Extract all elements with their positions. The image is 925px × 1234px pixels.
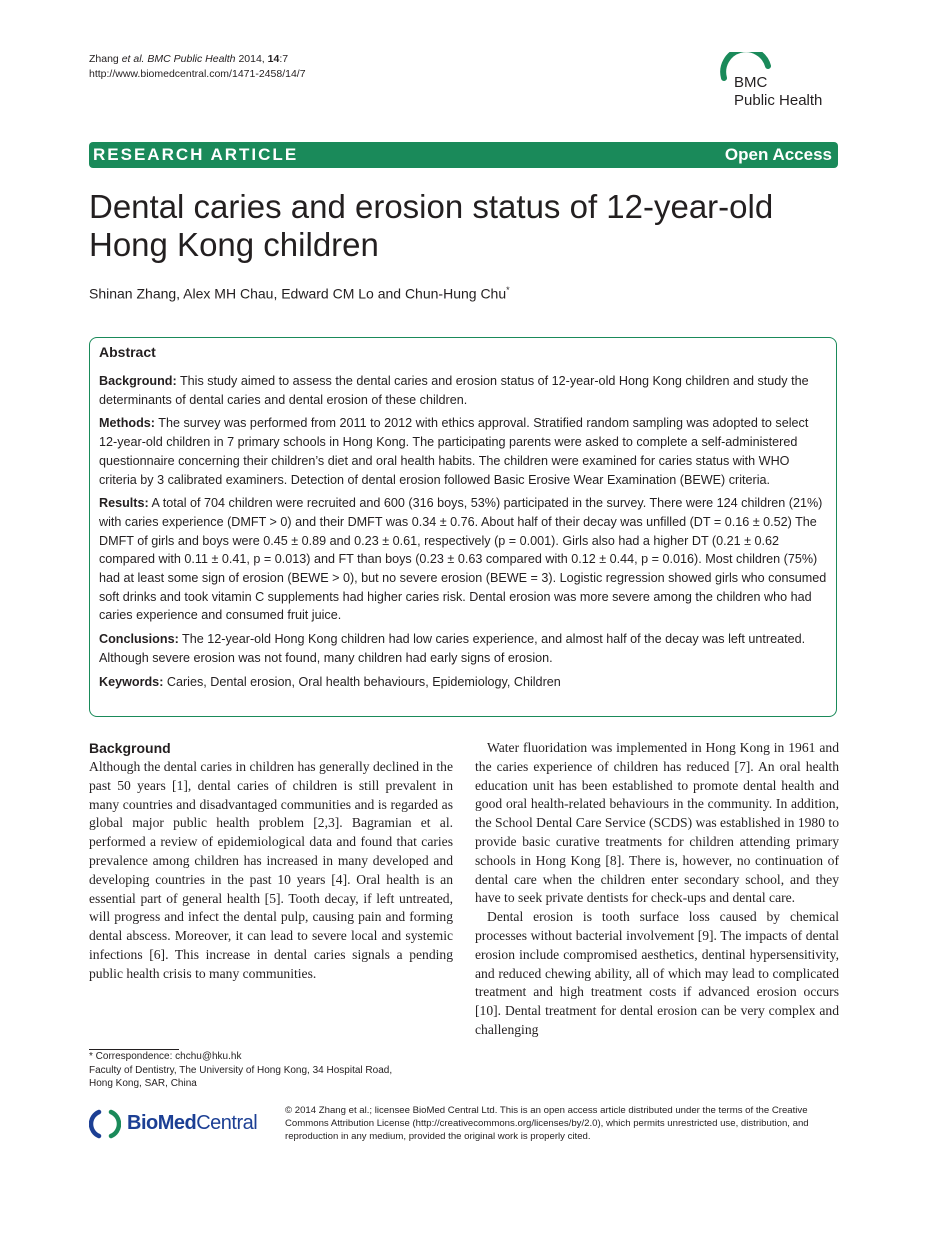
abstract-conclusions	[99, 630, 827, 667]
license-statement: © 2014 Zhang et al.; licensee BioMed Central Ltd. This is an open access article distributed under the terms of the Creative Commons Attribution License (http://creativecommons.org/licenses/by/2.0), which permits unrestricted use, distribution, and reproduction in any medium, provided the original work is properly cited.	[285, 1105, 809, 1142]
footnote	[89, 1050, 429, 1091]
journal-logo-line1: BMC	[734, 74, 768, 91]
citation-header	[89, 52, 306, 82]
biomed-central-logo	[89, 1106, 269, 1142]
biomed-wordmark-regular: Central	[196, 1112, 258, 1134]
affiliation-line: Hong Kong, SAR, China	[89, 1078, 197, 1089]
abstract-methods-label: Methods:	[99, 416, 155, 431]
affiliation-line: Faculty of Dentistry, The University of Hong Kong, 34 Hospital Road,	[89, 1064, 393, 1076]
article-url-link[interactable]: http://www.biomedcentral.com/1471-2458/14/7	[89, 68, 306, 80]
abstract-conclusions-label: Conclusions:	[99, 632, 179, 647]
abstract-results	[99, 494, 827, 625]
journal-logo-line2: Public Health	[734, 92, 823, 109]
abstract-background-label: Background:	[99, 374, 177, 388]
citation-et-al: et al.	[121, 53, 145, 65]
body-paragraph: Water fluoridation was implemented in Hong Kong in 1961 and the caries experience of children has reduced [7]. An oral health education unit has been established to promote dental health and good oral health-related behaviours in the community. In addition, the School Dental Care Service (SCDS) was established in 1980 to provide basic curative treatments for children attending primary schools in Hong Kong [8]. There is, however, no continuation of dental care when the children enter secondary school, and they have to seek private dentists for check-ups and dental care.	[475, 740, 839, 906]
citation-year: 2014,	[238, 53, 265, 65]
author-names: Shinan Zhang, Alex MH Chau, Edward CM Lo and Chun-Hung Chu	[89, 285, 507, 302]
abstract-methods-text: The survey was performed from 2011 to 2012 with ethics approval. Stratified random sampling was adopted to select 12-year-old children in 7 primary schools in Hong Kong. The participating parents were asked to complete a self-administered questionnaire concerning their children’s diet and oral health habits. The children were examined for caries status with WHO criteria by 3 calibrated examiners. Detection of dental erosion followed Basic Erosive Wear Examination (BEWE) criteria.	[99, 416, 809, 487]
abstract-background	[99, 372, 827, 409]
article-title: Dental caries and erosion status of 12-year-old Hong Kong children	[89, 188, 774, 263]
citation-line	[89, 52, 306, 67]
citation-authors: Zhang	[89, 53, 119, 65]
correspondence-email: * Correspondence: chchu@hku.hk	[89, 1051, 242, 1062]
article-type-banner	[89, 142, 838, 168]
author-list	[89, 285, 510, 302]
abstract-keywords-text: Caries, Dental erosion, Oral health behaviours, Epidemiology, Children	[166, 674, 561, 689]
corresponding-author-mark: *	[506, 285, 510, 295]
abstract-results-label: Results:	[99, 496, 149, 511]
abstract-keywords-label: Keywords:	[99, 674, 164, 689]
abstract-background-text: This study aimed to assess the dental caries and erosion status of 12-year-old Hong Kong children and study the determinants of dental caries and dental erosion of these children.	[99, 374, 809, 407]
background-section-heading: Background	[89, 740, 171, 756]
biomed-central-wordmark	[127, 1112, 257, 1135]
body-column-right	[475, 739, 839, 1040]
citation-journal: BMC Public Health	[147, 53, 236, 65]
abstract-heading: Abstract	[99, 344, 156, 360]
abstract-box	[89, 337, 837, 717]
body-paragraph: Dental erosion is tooth surface loss caused by chemical processes without bacterial involvement [9]. The impacts of dental erosion include compromised aesthetics, dentinal hypersensitivity, and reduced chewing ability, all of which may lead to complicated treatment and high treatment costs if advanced erosion occurs [10]. Dental treatment for dental erosion can be very complex and challenging	[475, 909, 839, 1037]
abstract-results-text: A total of 704 children were recruited and 600 (316 boys, 53%) participated in the survey. There were 124 children (21%) with caries experience (DMFT > 0) and their DMFT was 0.34 ± 0.76. About half of their decay was unfilled (DT = 0.16 ± 0.52) The DMFT of girls and boys were 0.45 ± 0.89 and 0.23 ± 0.61, respectively (p = 0.001). Girls also had a higher DT (0.21 ± 0.62 compared with 0.11 ± 0.41, p = 0.013) and FT than boys (0.23 ± 0.63 compared with 0.12 ± 0.44, p = 0.016). Most children (75%) had at least some sign of erosion (BEWE > 0), but no severe erosion (BEWE = 3). Logistic regression showed girls who consumed soft drinks and took vitamin C supplements had higher caries risk. Dental erosion was more severe among the children who had caries experience and consumed fruit juice.	[99, 496, 827, 623]
body-column-left	[89, 739, 453, 984]
abstract-methods	[99, 414, 827, 489]
abstract-keywords	[99, 673, 827, 692]
article-type-label: RESEARCH ARTICLE	[93, 145, 299, 164]
biomed-wordmark-bold: BioMed	[127, 1112, 197, 1134]
biomed-central-mark-icon	[89, 1108, 121, 1140]
abstract-conclusions-text: The 12-year-old Hong Kong children had low caries experience, and almost half of the decay was left untreated. Although severe erosion was not found, many children had early signs of erosion.	[99, 632, 806, 665]
open-access-label: Open Access	[724, 145, 832, 164]
citation-article-no: :7	[279, 53, 289, 65]
citation-volume: 14	[267, 53, 280, 65]
body-paragraph: Although the dental caries in children has generally declined in the past 50 years [1], dental caries of children is still prevalent in many countries and disadvantaged communities and is regarded as global major public health problem [2,3]. Bagramian et al. performed a review of epidemiological data and found that caries prevalence among children has increased in many developed and developing countries in the past 10 years [4]. Oral health is an essential part of general health [5]. Tooth decay, if left untreated, will progress and infect the dental pulp, causing pain and forming dental abscess. Moreover, it can lead to severe local and systemic infections [6]. This increase in dental caries signals a pending public health crisis to many communities.	[89, 759, 453, 981]
journal-logo	[716, 52, 846, 114]
